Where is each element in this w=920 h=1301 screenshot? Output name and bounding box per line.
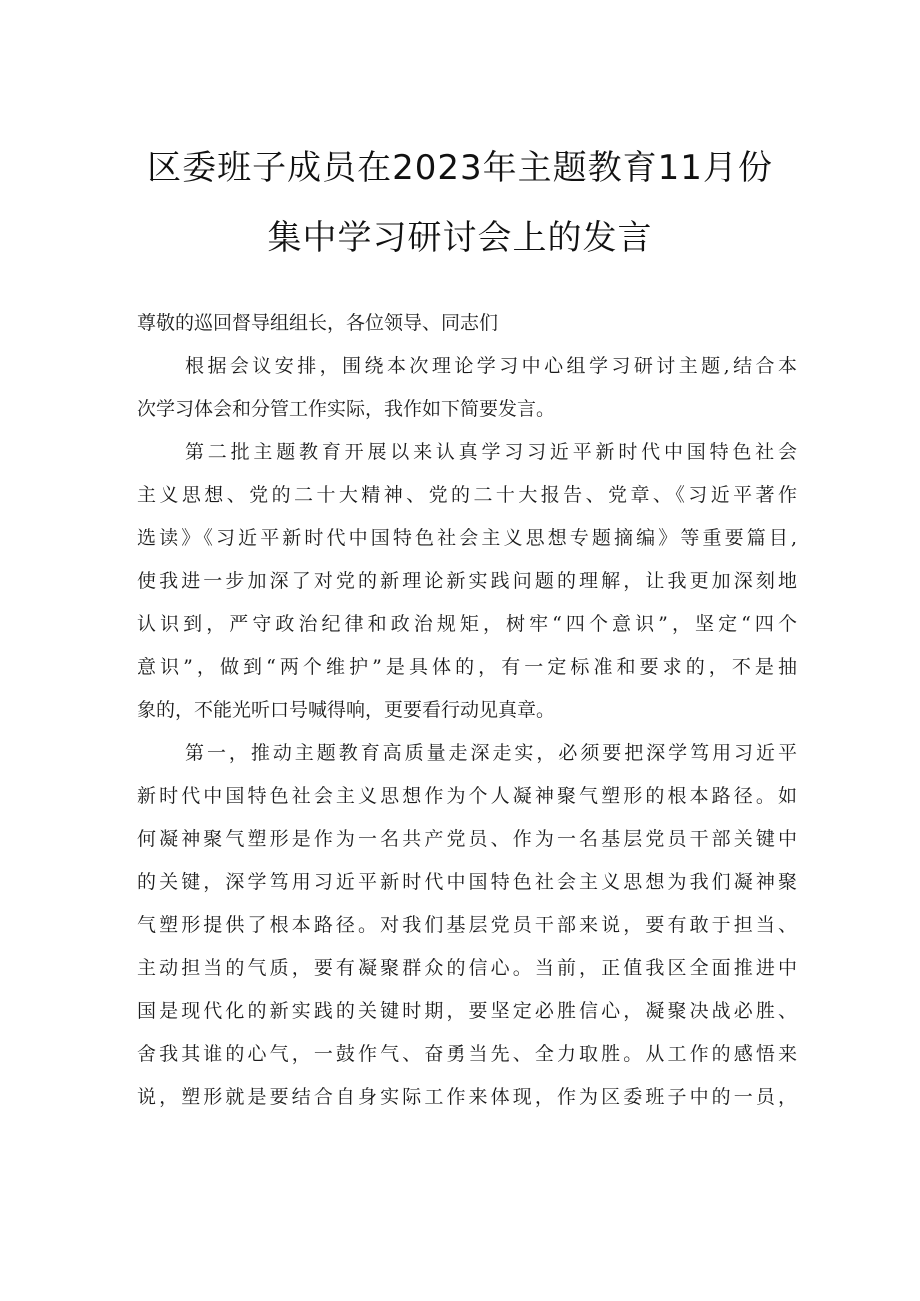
paragraph-3-line-4: 的关键，深学笃用习近平新时代中国特色社会主义思想为我们凝神聚 <box>137 871 797 893</box>
paragraph-3-line-1: 第一，推动主题教育高质量走深走实，必须要把深学笃用习近平 <box>185 742 797 764</box>
paragraph-3-line-5: 气塑形提供了根本路径。对我们基层党员干部来说，要有敢于担当、 <box>137 914 797 936</box>
paragraph-2-line-5: 认识到，严守政治纪律和政治规矩，树牢“四个意识”，坚定“四个 <box>137 613 797 635</box>
paragraph-2-line-6: 意识”，做到“两个维护”是具体的，有一定标准和要求的，不是抽 <box>137 656 797 678</box>
paragraph-2-line-7: 象的，不能光听口号喊得响，更要看行动见真章。 <box>137 699 556 721</box>
document-title-line-2: 集中学习研讨会上的发言 <box>267 218 653 258</box>
paragraph-3-line-2: 新时代中国特色社会主义思想作为个人凝神聚气塑形的根本路径。如 <box>137 785 797 807</box>
paragraph-3-line-9: 说，塑形就是要结合自身实际工作来体现，作为区委班子中的一员， <box>137 1086 797 1108</box>
paragraph-3-line-7: 国是现代化的新实践的关键时期，要坚定必胜信心，凝聚决战必胜、 <box>137 1000 797 1022</box>
paragraph-3-line-3: 何凝神聚气塑形是作为一名共产党员、作为一名基层党员干部关键中 <box>137 828 797 850</box>
paragraph-2-line-4: 使我进一步加深了对党的新理论新实践问题的理解，让我更加深刻地 <box>137 570 797 592</box>
paragraph-3-line-6: 主动担当的气质，要有凝聚群众的信心。当前，正值我区全面推进中 <box>137 957 797 979</box>
paragraph-1-line-1: 根据会议安排，围绕本次理论学习中心组学习研讨主题,结合本 <box>185 355 797 377</box>
salutation-line: 尊敬的巡回督导组组长，各位领导、同志们 <box>137 312 499 334</box>
paragraph-3-line-8: 舍我其谁的心气，一鼓作气、奋勇当先、全力取胜。从工作的感悟来 <box>137 1043 797 1065</box>
document-title-line-1: 区委班子成员在2023年主题教育11月份 <box>147 148 773 188</box>
paragraph-1-line-2: 次学习体会和分管工作实际，我作如下简要发言。 <box>137 398 556 420</box>
paragraph-2-line-3: 选读》《习近平新时代中国特色社会主义思想专题摘编》等重要篇目, <box>137 527 797 549</box>
paragraph-2-line-1: 第二批主题教育开展以来认真学习习近平新时代中国特色社会 <box>185 441 797 463</box>
paragraph-2-line-2: 主义思想、党的二十大精神、党的二十大报告、党章、《习近平著作 <box>137 484 797 506</box>
